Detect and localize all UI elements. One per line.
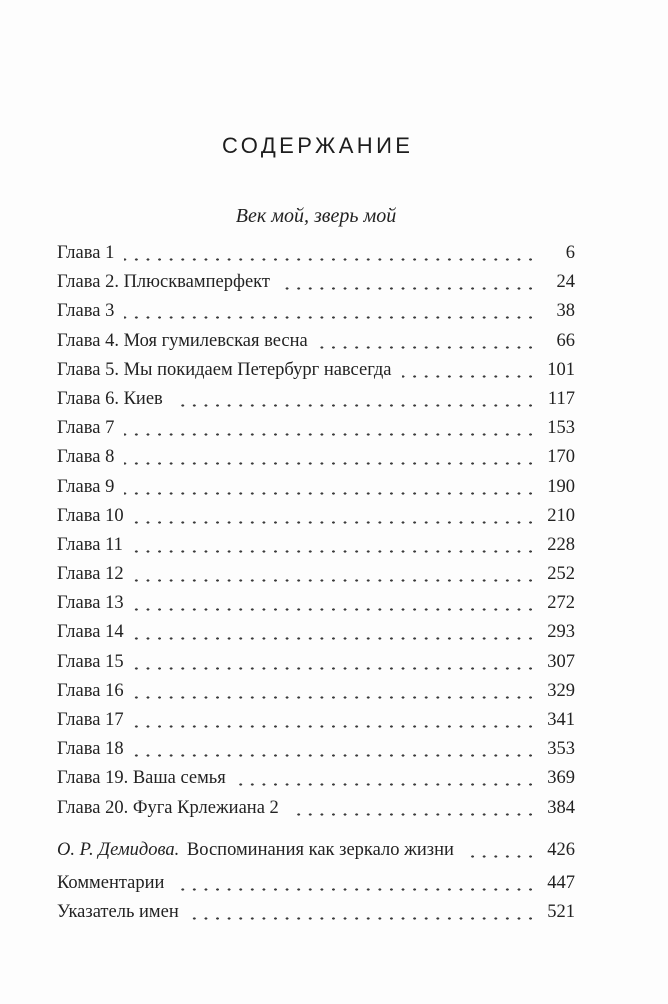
toc-entry-label: Глава 8	[57, 443, 124, 472]
toc-row	[57, 869, 575, 898]
toc-row	[57, 560, 575, 589]
toc-entry-label: Глава 18	[57, 735, 134, 764]
toc-entry-label: Комментарии	[57, 869, 174, 898]
toc-entry-label: Указатель имен	[57, 898, 189, 927]
toc-row	[57, 589, 575, 618]
toc-entry-page-number: 101	[535, 356, 575, 385]
toc-entry-label: Глава 7	[57, 414, 124, 443]
toc-row	[57, 385, 575, 414]
toc-entry-label: Глава 12	[57, 560, 134, 589]
toc-entry-label: Глава 1	[57, 239, 124, 268]
toc-row	[57, 473, 575, 502]
toc-entry-page-number: 307	[535, 648, 575, 677]
toc-row	[57, 531, 575, 560]
toc-row	[57, 502, 575, 531]
toc-entry-page-number: 117	[535, 385, 575, 414]
toc-entry-label: Глава 15	[57, 648, 134, 677]
toc-entry-label: Глава 5. Мы покидаем Петербург навсегда	[57, 356, 402, 385]
toc-entry-page-number: 426	[535, 836, 575, 865]
toc-entry-label: Глава 10	[57, 502, 134, 531]
toc-row	[57, 618, 575, 647]
toc-row	[57, 794, 575, 823]
page-title: СОДЕРЖАНИЕ	[221, 133, 414, 158]
toc-entry-author: О. Р. Демидова.	[57, 840, 180, 860]
toc-entry-page-number: 369	[535, 764, 575, 793]
toc-row	[57, 297, 575, 326]
toc-row	[57, 764, 575, 793]
toc-entry-label: Глава 2. Плюсквамперфект	[57, 268, 280, 297]
text-block	[57, 0, 575, 1004]
toc-entry-page-number: 252	[535, 560, 575, 589]
toc-entry-label: Глава 6. Киев	[57, 385, 173, 414]
toc-entry-page-number: 329	[535, 677, 575, 706]
toc-entry-page-number: 24	[535, 268, 575, 297]
toc-entry-page-number: 38	[535, 297, 575, 326]
toc-entry-page-number: 447	[535, 869, 575, 898]
toc-row	[57, 677, 575, 706]
toc-backmatter-list	[57, 836, 575, 928]
toc-entry-page-number: 190	[535, 473, 575, 502]
toc-row	[57, 443, 575, 472]
toc-row	[57, 898, 575, 927]
toc-entry-page-number: 272	[535, 589, 575, 618]
section-heading: Век мой, зверь мой	[235, 205, 397, 227]
toc-entry-page-number: 353	[535, 735, 575, 764]
toc-entry-label: Глава 4. Моя гумилевская весна	[57, 327, 318, 356]
toc-entry-page-number: 228	[535, 531, 575, 560]
toc-row	[57, 268, 575, 297]
toc-entry-page-number: 210	[535, 502, 575, 531]
toc-entry-label	[57, 836, 464, 865]
toc-row	[57, 239, 575, 268]
toc-entry-label: Глава 14	[57, 618, 134, 647]
toc-entry-page-number: 293	[535, 618, 575, 647]
toc-entry-page-number: 170	[535, 443, 575, 472]
toc-row	[57, 414, 575, 443]
toc-entry-list	[57, 239, 575, 823]
toc-row	[57, 836, 575, 865]
toc-entry-label: Глава 11	[57, 531, 133, 560]
toc-entry-page-number: 66	[535, 327, 575, 356]
toc-entry-page-number: 6	[535, 239, 575, 268]
toc-entry-page-number: 384	[535, 794, 575, 823]
toc-entry-label: Глава 9	[57, 473, 124, 502]
toc-row	[57, 648, 575, 677]
toc-entry-page-number: 341	[535, 706, 575, 735]
toc-entry-label: Глава 13	[57, 589, 134, 618]
toc-row	[57, 356, 575, 385]
toc-entry-label: Глава 17	[57, 706, 134, 735]
toc-entry-label: Глава 20. Фуга Крлежиана 2	[57, 794, 289, 823]
toc-row	[57, 706, 575, 735]
toc-entry-page-number: 521	[535, 898, 575, 927]
toc-entry-page-number: 153	[535, 414, 575, 443]
toc-row	[57, 327, 575, 356]
toc-entry-label: Глава 16	[57, 677, 134, 706]
toc-entry-label: Глава 19. Ваша семья	[57, 764, 236, 793]
toc-entry-title: Воспоминания как зеркало жизни	[186, 840, 454, 860]
toc-entry-label: Глава 3	[57, 297, 124, 326]
toc-row	[57, 735, 575, 764]
